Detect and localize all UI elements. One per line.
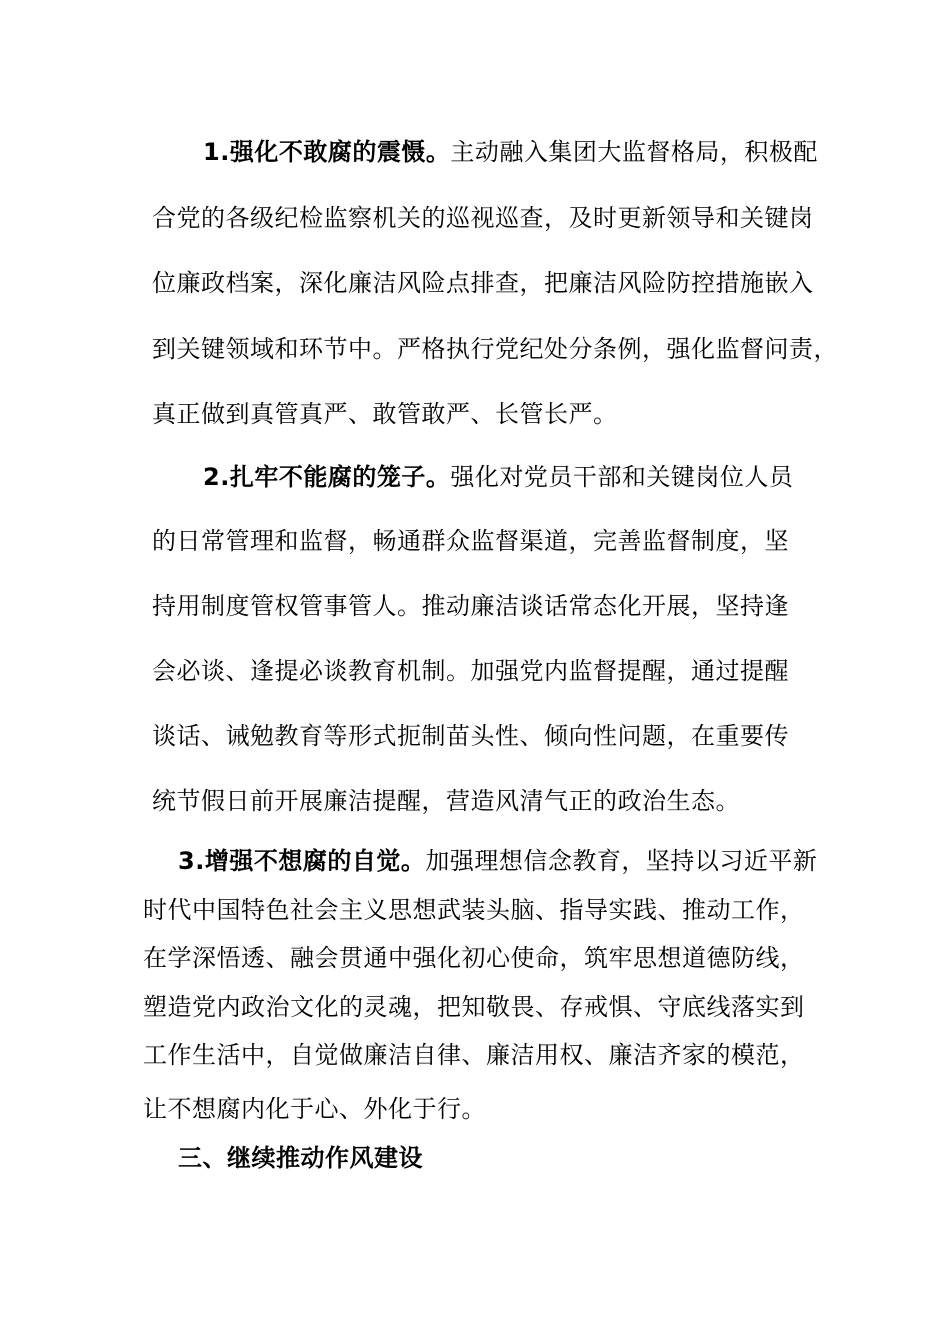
section-heading: 三、继续推动作风建设 bbox=[178, 1144, 423, 1172]
paragraph-3-line-1 bbox=[178, 845, 817, 877]
paragraph-1-line-1 bbox=[203, 136, 818, 168]
paragraph-2-line-5: 谈话、诫勉教育等形式扼制苗头性、倾向性问题，在重要传 bbox=[152, 722, 789, 750]
paragraph-3-line-3: 在学深悟透、融会贯通中强化初心使命，筑牢思想道德防线， bbox=[143, 944, 805, 972]
paragraph-3-line-4: 塑造党内政治文化的灵魂，把知敬畏、存戒惧、守底线落实到 bbox=[143, 993, 805, 1021]
paragraph-2-line-6: 统节假日前开展廉洁提醒，营造风清气正的政治生态。 bbox=[152, 787, 740, 815]
paragraph-3-line-6: 让不想腐内化于心、外化于行。 bbox=[143, 1095, 486, 1123]
paragraph-3-line-5: 工作生活中，自觉做廉洁自律、廉洁用权、廉洁齐家的模范， bbox=[143, 1041, 805, 1069]
paragraph-1-lead: 1.强化不敢腐的震慑。 bbox=[203, 138, 451, 166]
paragraph-1-text: 主动融入集团大监督格局，积极配 bbox=[450, 138, 818, 166]
paragraph-2-line-2: 的日常管理和监督，畅通群众监督渠道，完善监督制度，坚 bbox=[152, 527, 789, 555]
paragraph-2-line-3: 持用制度管权管事管人。推动廉洁谈话常态化开展，坚持逢 bbox=[152, 592, 789, 620]
paragraph-2-lead: 2.扎牢不能腐的笼子。 bbox=[203, 463, 451, 491]
paragraph-2-line-1 bbox=[203, 461, 793, 493]
paragraph-1-line-2: 合党的各级纪检监察机关的巡视巡查，及时更新领导和关键岗 bbox=[152, 204, 814, 232]
paragraph-3-lead: 3.增强不想腐的自觉。 bbox=[178, 847, 426, 875]
paragraph-2-text: 强化对党员干部和关键岗位人员 bbox=[450, 463, 794, 491]
paragraph-1-line-3: 位廉政档案，深化廉洁风险点排查，把廉洁风险防控措施嵌入 bbox=[152, 269, 814, 297]
paragraph-3-text: 加强理想信念教育，坚持以习近平新 bbox=[425, 847, 818, 875]
paragraph-2-line-4: 会必谈、逢提必谈教育机制。加强党内监督提醒，通过提醒 bbox=[152, 657, 789, 685]
paragraph-3-line-2: 时代中国特色社会主义思想武装头脑、指导实践、推动工作， bbox=[143, 896, 805, 924]
paragraph-1-line-5: 真正做到真管真严、敢管敢严、长管长严。 bbox=[152, 400, 618, 428]
paragraph-1-line-4: 到关键领域和环节中。严格执行党纪处分条例，强化监督问责， bbox=[152, 335, 838, 363]
